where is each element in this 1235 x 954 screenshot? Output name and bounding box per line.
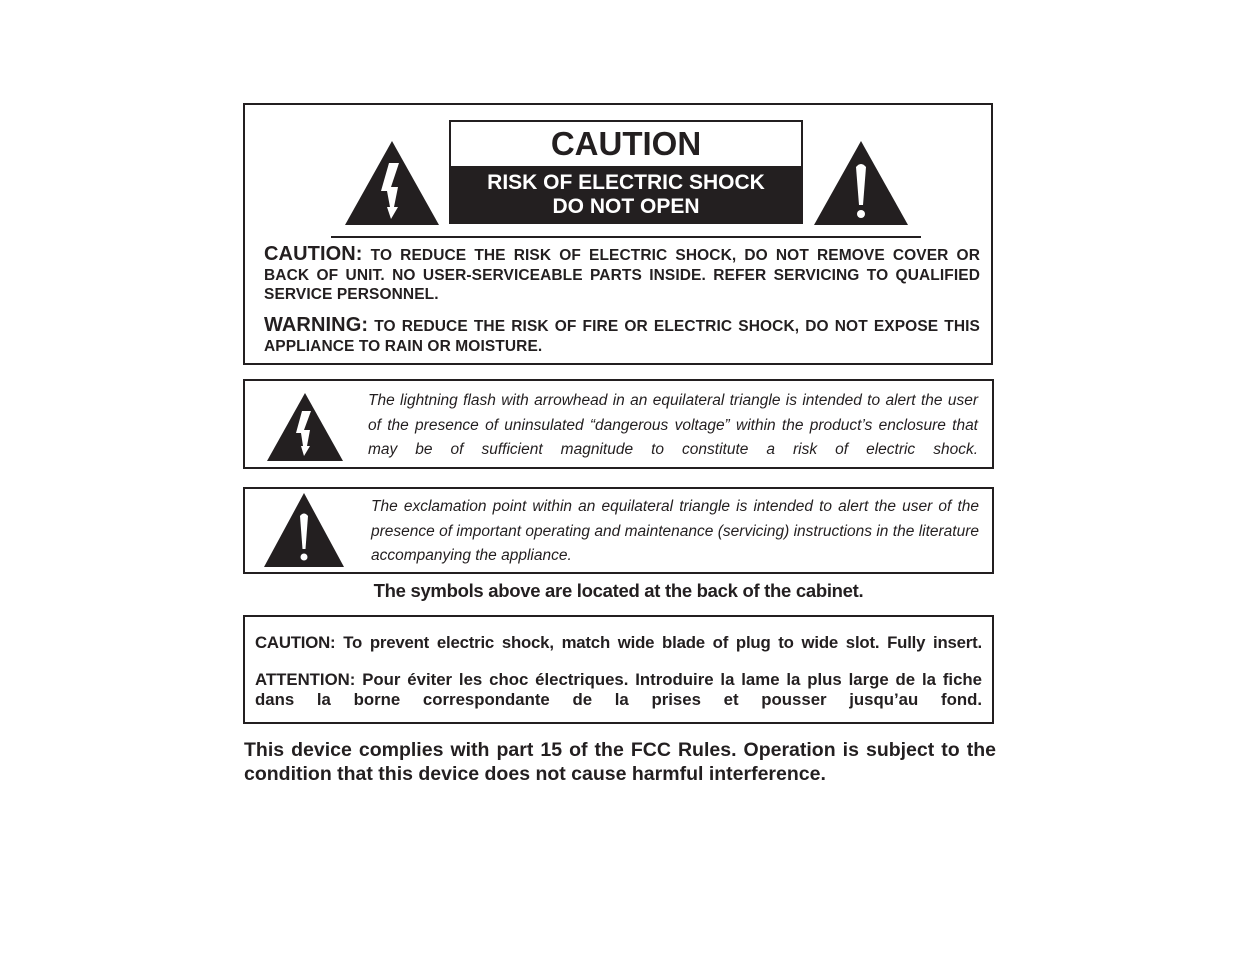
caution-panel — [243, 103, 993, 365]
caution-label-plate — [449, 120, 803, 224]
symbols-location-note: The symbols above are located at the back of the cabinet. — [373, 580, 864, 601]
caution-text: TO REDUCE THE RISK OF ELECTRIC SHOCK, DO NOT REMOVE COVER OR BACK OF UNIT. NO USER-SERVICEABLE PARTS INSIDE. REFER SERVICING TO QUALIFIED SERVICE PERSONNEL. — [264, 247, 980, 303]
caution-label-band — [451, 166, 801, 222]
divider-rule — [331, 236, 921, 238]
lightning-explanation-text: The lightning flash with arrowhead in an equilateral triangle is intended to alert the user of the presence of uninsulated “dangerous voltage” within the product’s enclosure that may be of sufficient magnitude to constitute a risk of electric shock. — [368, 392, 978, 458]
caution-label-line-1: RISK OF ELECTRIC SHOCK — [487, 171, 765, 194]
caution-lead: CAUTION: — [264, 243, 363, 265]
plug-caution-panel — [243, 615, 994, 724]
warning-paragraph — [264, 316, 980, 356]
caution-label-line-2: DO NOT OPEN — [552, 195, 700, 218]
lightning-triangle-icon — [267, 393, 343, 461]
exclamation-explanation-text: The exclamation point within an equilateral triangle is intended to alert the user of the presence of important operating and maintenance (servicing) instructions in the literature accompanying the appliance. — [371, 498, 979, 564]
exclamation-triangle-icon — [814, 141, 908, 225]
fcc-compliance-statement: This device complies with part 15 of the FCC Rules. Operation is subject to the condition that this device does not cause harmful interference. — [244, 739, 996, 785]
lightning-triangle-icon — [345, 141, 439, 225]
plug-caution-french: ATTENTION: Pour éviter les choc électriques. Introduire la lame la plus large de la fiche dans la borne correspondante de la prises et pousser jusqu’au fond. — [255, 670, 982, 709]
warning-text: TO REDUCE THE RISK OF FIRE OR ELECTRIC SHOCK, DO NOT EXPOSE THIS APPLIANCE TO RAIN OR MOISTURE. — [264, 318, 980, 355]
exclamation-triangle-icon — [264, 493, 344, 567]
exclamation-explanation-panel — [243, 487, 994, 574]
lightning-explanation-panel — [243, 379, 994, 469]
caution-label-title: CAUTION — [550, 125, 702, 162]
caution-paragraph — [264, 245, 980, 305]
plug-caution-english: CAUTION: To prevent electric shock, match wide blade of plug to wide slot. Fully insert. — [255, 633, 982, 652]
warning-lead: WARNING: — [264, 314, 369, 336]
